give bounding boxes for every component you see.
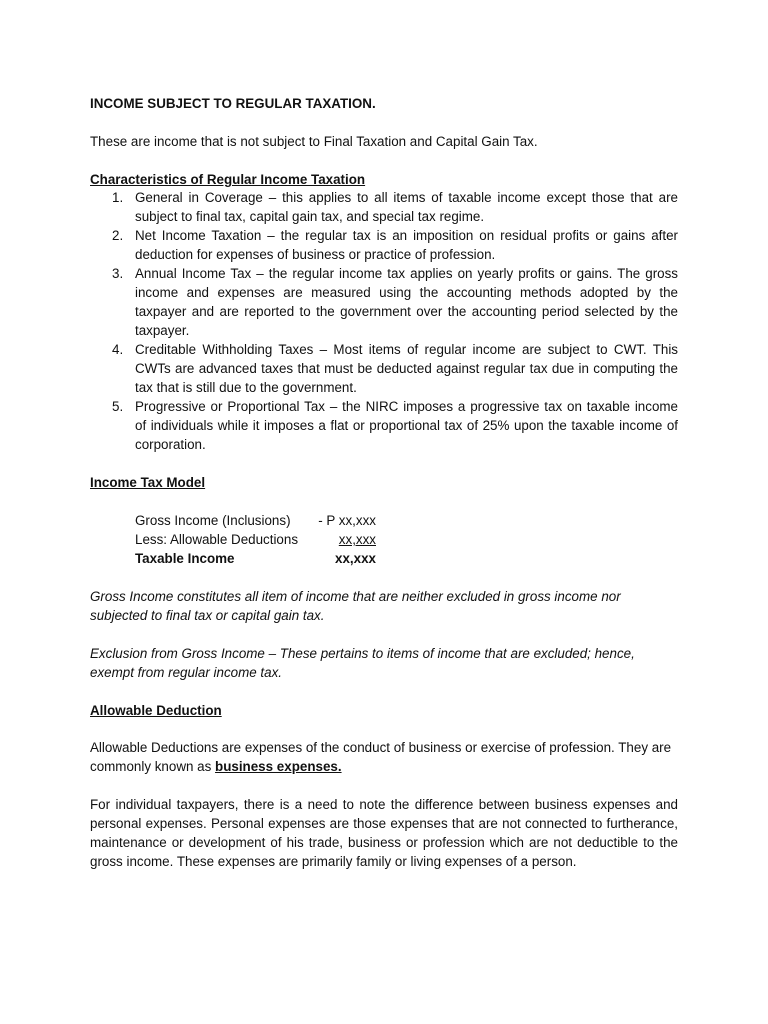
gross-income-label: Gross Income (Inclusions) bbox=[135, 513, 291, 528]
allowable-deduction-paragraph bbox=[90, 738, 678, 776]
deductions-label: Less: Allowable Deductions bbox=[135, 532, 299, 547]
list-item-text: Net Income Taxation – the regular tax is an imposition on residual profits or gains after deduction for expenses of business or practice of profession. bbox=[135, 228, 678, 262]
list-item bbox=[90, 340, 678, 397]
gross-income-row bbox=[135, 511, 385, 530]
individual-taxpayers-paragraph: For individual taxpayers, there is a need to note the difference between business expenses and personal expenses. Personal expenses are those expenses that are not connected to furtherance, maintenance or development of his trade, business or profession which are not deductible to the gross income. These expenses are primarily family or living expenses of a person. bbox=[90, 797, 678, 869]
list-number: 4. bbox=[112, 342, 124, 357]
gross-income-note: Gross Income constitutes all item of income that are neither excluded in gross income nor subjected to final tax or capital gain tax. bbox=[90, 589, 621, 623]
deduction-text: Allowable Deductions are expenses of the conduct of business or exercise of profession. They are commonly known as bbox=[90, 740, 672, 774]
list-item-text: Annual Income Tax – the regular income tax applies on yearly profits or gains. The gross income and expenses are measured using the accounting methods adopted by the taxpayer and are reported to the government over the accounting period selected by the taxpayer. bbox=[135, 266, 678, 338]
list-item bbox=[90, 264, 678, 340]
exclusion-note: Exclusion from Gross Income – These pertains to items of income that are excluded; hence, exempt from regular income tax. bbox=[90, 646, 635, 680]
intro-paragraph: These are income that is not subject to Final Taxation and Capital Gain Tax. bbox=[90, 134, 538, 149]
list-number: 1. bbox=[112, 190, 124, 205]
list-item bbox=[90, 397, 678, 454]
allowable-deduction-heading: Allowable Deduction bbox=[90, 703, 222, 718]
list-number: 3. bbox=[112, 266, 124, 281]
taxable-income-label: Taxable Income bbox=[135, 551, 235, 566]
characteristics-heading: Characteristics of Regular Income Taxation bbox=[90, 172, 366, 187]
list-number: 2. bbox=[112, 228, 124, 243]
income-tax-model-heading: Income Tax Model bbox=[90, 475, 206, 490]
deductions-amount: xx,xxx bbox=[338, 532, 376, 547]
taxable-income-row bbox=[135, 549, 385, 568]
list-item-text: Progressive or Proportional Tax – the NIRC imposes a progressive tax on taxable income of individuals while it imposes a flat or proportional tax of 25% upon the taxable income of corporation. bbox=[135, 399, 678, 452]
list-item-text: General in Coverage – this applies to all items of taxable income except those that are subject to final tax, capital gain tax, and special tax regime. bbox=[135, 190, 678, 224]
income-tax-model bbox=[135, 511, 385, 568]
list-number: 5. bbox=[112, 399, 124, 414]
business-expenses-term: business expenses. bbox=[215, 759, 342, 774]
gross-income-amount: - P xx,xxx bbox=[318, 513, 376, 528]
taxable-income-amount: xx,xxx bbox=[335, 551, 376, 566]
list-item bbox=[90, 188, 678, 226]
page-title: INCOME SUBJECT TO REGULAR TAXATION. bbox=[90, 96, 376, 111]
list-item bbox=[90, 226, 678, 264]
list-item-text: Creditable Withholding Taxes – Most items of regular income are subject to CWT. This CWTs are advanced taxes that must be deducted against regular tax due in computing the tax that is still due to the government. bbox=[135, 342, 678, 395]
characteristics-list bbox=[90, 188, 678, 454]
deductions-row bbox=[135, 530, 385, 549]
